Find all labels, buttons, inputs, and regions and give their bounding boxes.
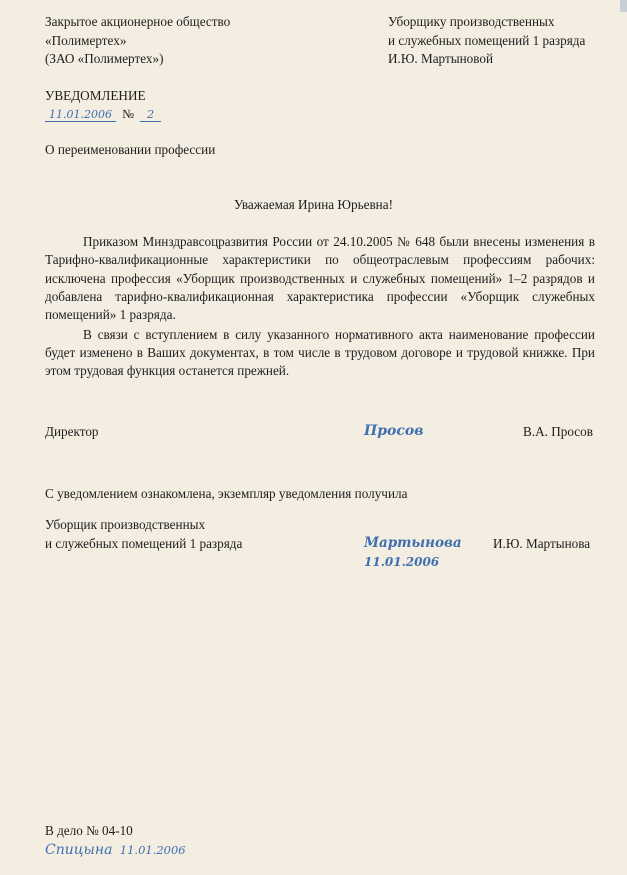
acknowledgement-name: И.Ю. Мартынова [493, 535, 591, 551]
recipient-line-2: и служебных помещений 1 разряда [388, 32, 586, 48]
filing-date: 11.01.2006 [119, 843, 186, 857]
sender-line-2: «Полимертех» [45, 32, 127, 48]
body-paragraph-2 [45, 326, 595, 381]
document-subject: О переименовании профессии [45, 142, 216, 157]
filing-signature: Спицына [45, 842, 113, 858]
sender-line-3: (ЗАО «Полимертех») [45, 51, 164, 66]
director-title: Директор [45, 424, 99, 439]
document-type: УВЕДОМЛЕНИЕ [45, 88, 146, 103]
acknowledgement-date: 11.01.2006 [364, 555, 440, 569]
body-paragraph-2-text: В связи с вступлением в силу указанного нормативного акта наименование профессии будет изменено в Ваших документах, в том числе в трудовом договоре и трудовой книжке. При этом трудовая функция останется прежней. [45, 326, 595, 379]
acknowledgement-signature: Мартынова [364, 535, 462, 551]
sender-line-1: Закрытое акционерное общество [45, 14, 231, 29]
recipient-line-1: Уборщику производственных [388, 14, 555, 29]
document-date: 11.01.2006 [45, 108, 116, 122]
document-number-label: № [122, 107, 135, 121]
document-number: 2 [140, 108, 161, 122]
acknowledgement-text: С уведомлением ознакомлена, экземпляр уведомления получила [45, 486, 408, 501]
acknowledgement-position-line-2: и служебных помещений 1 разряда [45, 535, 243, 551]
director-signature: Просов [364, 423, 424, 439]
director-name: В.А. Просов [523, 424, 593, 439]
page-corner-mark [620, 0, 627, 12]
acknowledgement-position-line-1: Уборщик производственных [45, 517, 206, 532]
recipient-line-3: И.Ю. Мартыновой [388, 51, 494, 66]
filing-note: В дело № 04-10 [45, 823, 133, 838]
body-paragraph-1-text: Приказом Минздравсоцразвития России от 24.10.2005 № 648 были внесены изменения в Тарифно-квалификационные характеристики по общеотраслевым профессиям рабочих: исключена профессия «Уборщик производственных и служебных помещений» 1–2 разрядов и добавлена тарифно-квалификационная характеристика профессии «Уборщик служебных помещений» 1 разряда. [45, 234, 595, 323]
salutation: Уважаемая Ирина Юрьевна! [234, 197, 393, 212]
filing-signature-block [45, 841, 186, 860]
document-date-number [45, 105, 161, 124]
body-paragraph-1 [45, 233, 595, 324]
